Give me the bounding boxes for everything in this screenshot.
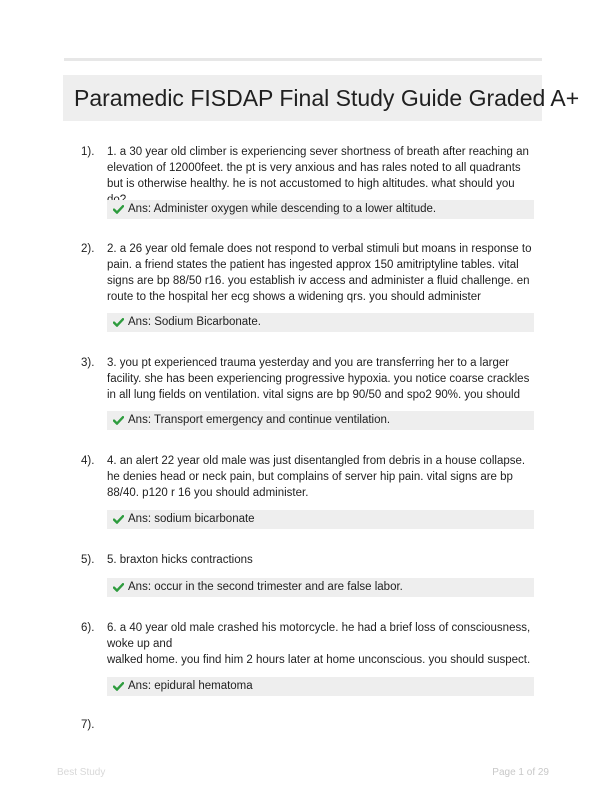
question-number: 1).	[81, 146, 95, 158]
question-number: 6).	[81, 622, 95, 634]
footer-watermark: Best Study	[57, 767, 106, 778]
question-text: 2. a 26 year old female does not respond to verbal stimuli but moans in response to pain. a friend states the patient has ingested approx 150 amitriptyline tables. vital signs are bp 88/50 r16. you establish iv access and administer a fluid challenge. en route to the hospital her ecg shows a widening qrs. you should administer	[107, 243, 532, 303]
answer-text: Ans: Transport emergency and continue ventilation.	[128, 414, 391, 426]
answer-text: Ans: Sodium Bicarbonate.	[128, 316, 261, 328]
question-number: 3).	[81, 357, 95, 369]
checkmark-icon	[113, 578, 124, 597]
answer-box	[107, 578, 534, 597]
answer-box	[107, 510, 534, 529]
answer-text: Ans: sodium bicarbonate	[128, 513, 255, 525]
checkmark-icon	[113, 313, 124, 332]
answer-box	[107, 200, 534, 219]
question-number: 4).	[81, 455, 95, 467]
answer-text: Ans: Administer oxygen while descending to a lower altitude.	[128, 203, 437, 215]
answer-text: Ans: epidural hematoma	[128, 680, 253, 692]
checkmark-icon	[113, 200, 124, 219]
answer-box	[107, 313, 534, 332]
page-counter: Page 1 of 29	[492, 767, 549, 778]
checkmark-icon	[113, 510, 124, 529]
answer-text: Ans: occur in the second trimester and are false labor.	[128, 581, 403, 593]
question-text: 3. you pt experienced trauma yesterday and you are transferring her to a larger facility. she has been experiencing progressive hypoxia. you notice coarse crackles in all lung fields on ventilation. vital signs are bp 90/50 and spo2 90%. you should	[107, 357, 530, 401]
question-text: 1. a 30 year old climber is experiencing sever shortness of breath after reaching an elevation of 12000feet. the pt is very anxious and has rales noted to all quadrants but is otherwise healthy. he is not accustomed to high altitudes. what should you	[107, 146, 529, 190]
answer-box	[107, 411, 534, 430]
top-divider	[64, 58, 542, 61]
question-number: 7).	[81, 719, 95, 731]
title-banner	[63, 75, 580, 121]
checkmark-icon	[113, 411, 124, 430]
question-text: 5. braxton hicks contractions	[107, 554, 253, 566]
question-number: 2).	[81, 243, 95, 255]
question-text: 6. a 40 year old male crashed his motorcycle. he had a brief loss of consciousness, woke up and walked home. you find him 2 hours later at home unconscious. you should suspect.	[107, 622, 531, 666]
checkmark-icon	[113, 677, 124, 696]
question-text: 4. an alert 22 year old male was just disentangled from debris in a house collapse. he denies head or neck pain, but complains of server hip pain. vital signs are bp 88/40. p120 r 16 you should administer.	[107, 455, 526, 499]
answer-box	[107, 677, 534, 696]
question-number: 5).	[81, 554, 95, 566]
page-title: Paramedic FISDAP Final Study Guide Graded A+	[74, 85, 580, 111]
